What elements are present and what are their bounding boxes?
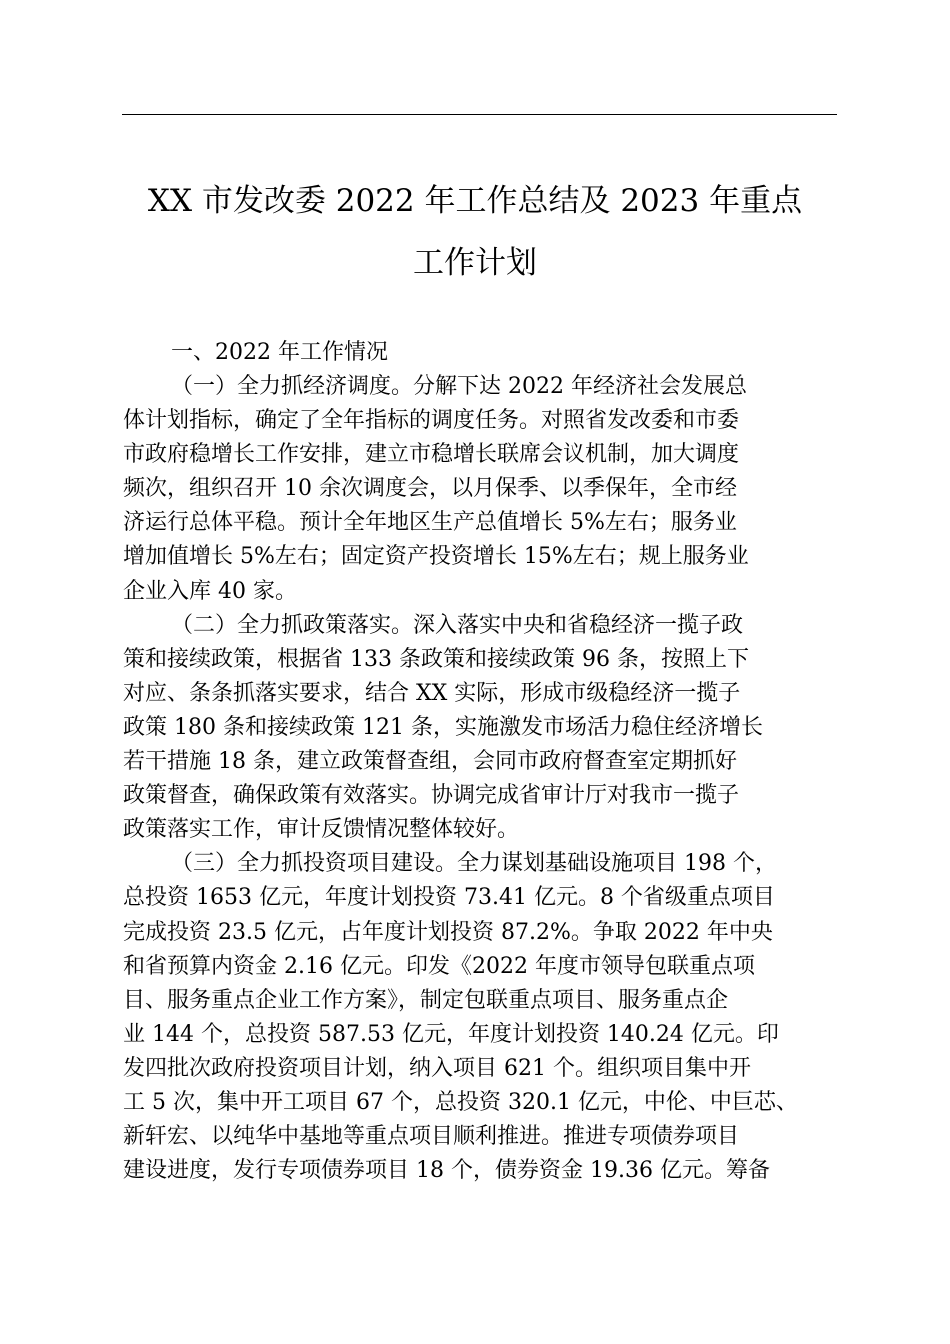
paragraph-line: 工 5 次，集中开工项目 67 个，总投资 320.1 亿元，中伦、中巨芯、 — [123, 1089, 798, 1115]
paragraph-line: 政策落实工作，审计反馈情况整体较好。 — [123, 817, 520, 843]
paragraph-line: 政策督查，确保政策有效落实。协调完成省审计厅对我市一揽子 — [123, 783, 740, 809]
paragraph-line: 频次，组织召开 10 余次调度会，以月保季、以季保年，全市经 — [123, 476, 737, 502]
paragraph-line: 目、服务重点企业工作方案》，制定包联重点项目、服务重点企 — [123, 987, 729, 1013]
paragraph-line: 若干措施 18 条，建立政策督查组，会同市政府督查室定期抓好 — [123, 749, 737, 775]
document-title — [100, 170, 850, 294]
document-body — [123, 336, 837, 1188]
paragraph-investment-projects — [123, 847, 837, 1188]
paragraph-line: 策和接续政策，根据省 133 条政策和接续政策 96 条，按照上下 — [123, 646, 749, 672]
paragraph-line: （二）全力抓政策落实。深入落实中央和省稳经济一揽子政 — [171, 612, 744, 638]
header-rule — [122, 114, 837, 115]
paragraph-line: （一）全力抓经济调度。分解下达 2022 年经济社会发展总 — [171, 374, 747, 399]
paragraph-line: 建设进度，发行专项债券项目 18 个，债券资金 19.36 亿元。筹备 — [123, 1158, 770, 1184]
title-line-1: XX 市发改委 2022 年工作总结及 2023 年重点 — [147, 183, 803, 219]
paragraph-line: 完成投资 23.5 亿元，占年度计划投资 87.2%。争取 2022 年中央 — [123, 919, 773, 945]
paragraph-line: 新轩宏、以纯华中基地等重点项目顺利推进。推进专项债券项目 — [123, 1124, 740, 1150]
paragraph-line: 增加值增长 5%左右；固定资产投资增长 15%左右；规上服务业 — [123, 544, 749, 570]
paragraph-policy-implementation — [123, 609, 837, 848]
title-line-2: 工作计划 — [413, 245, 537, 281]
paragraph-line: 总投资 1653 亿元，年度计划投资 73.41 亿元。8 个省级重点项目 — [123, 885, 775, 911]
paragraph-line: 市政府稳增长工作安排，建立市稳增长联席会议机制，加大调度 — [123, 442, 740, 468]
paragraph-line: 业 144 个，总投资 587.53 亿元，年度计划投资 140.24 亿元。印 — [123, 1021, 779, 1047]
paragraph-economic-dispatch — [123, 370, 837, 609]
paragraph-line: 政策 180 条和接续政策 121 条，实施激发市场活力稳住经济增长 — [123, 714, 763, 740]
paragraph-line: 体计划指标，确定了全年指标的调度任务。对照省发改委和市委 — [123, 408, 740, 434]
paragraph-line: 和省预算内资金 2.16 亿元。印发《2022 年度市领导包联重点项 — [123, 953, 755, 979]
paragraph-line: 企业入库 40 家。 — [123, 578, 297, 604]
section-heading: 一、2022 年工作情况 — [171, 340, 388, 365]
paragraph-line: 发四批次政府投资项目计划，纳入项目 621 个。组织项目集中开 — [123, 1055, 751, 1081]
paragraph-line: 对应、条条抓落实要求，结合 XX 实际，形成市级稳经济一揽子 — [123, 680, 741, 706]
paragraph-line: （三）全力抓投资项目建设。全力谋划基础设施项目 198 个， — [171, 851, 777, 877]
paragraph-line: 济运行总体平稳。预计全年地区生产总值增长 5%左右；服务业 — [123, 510, 737, 536]
